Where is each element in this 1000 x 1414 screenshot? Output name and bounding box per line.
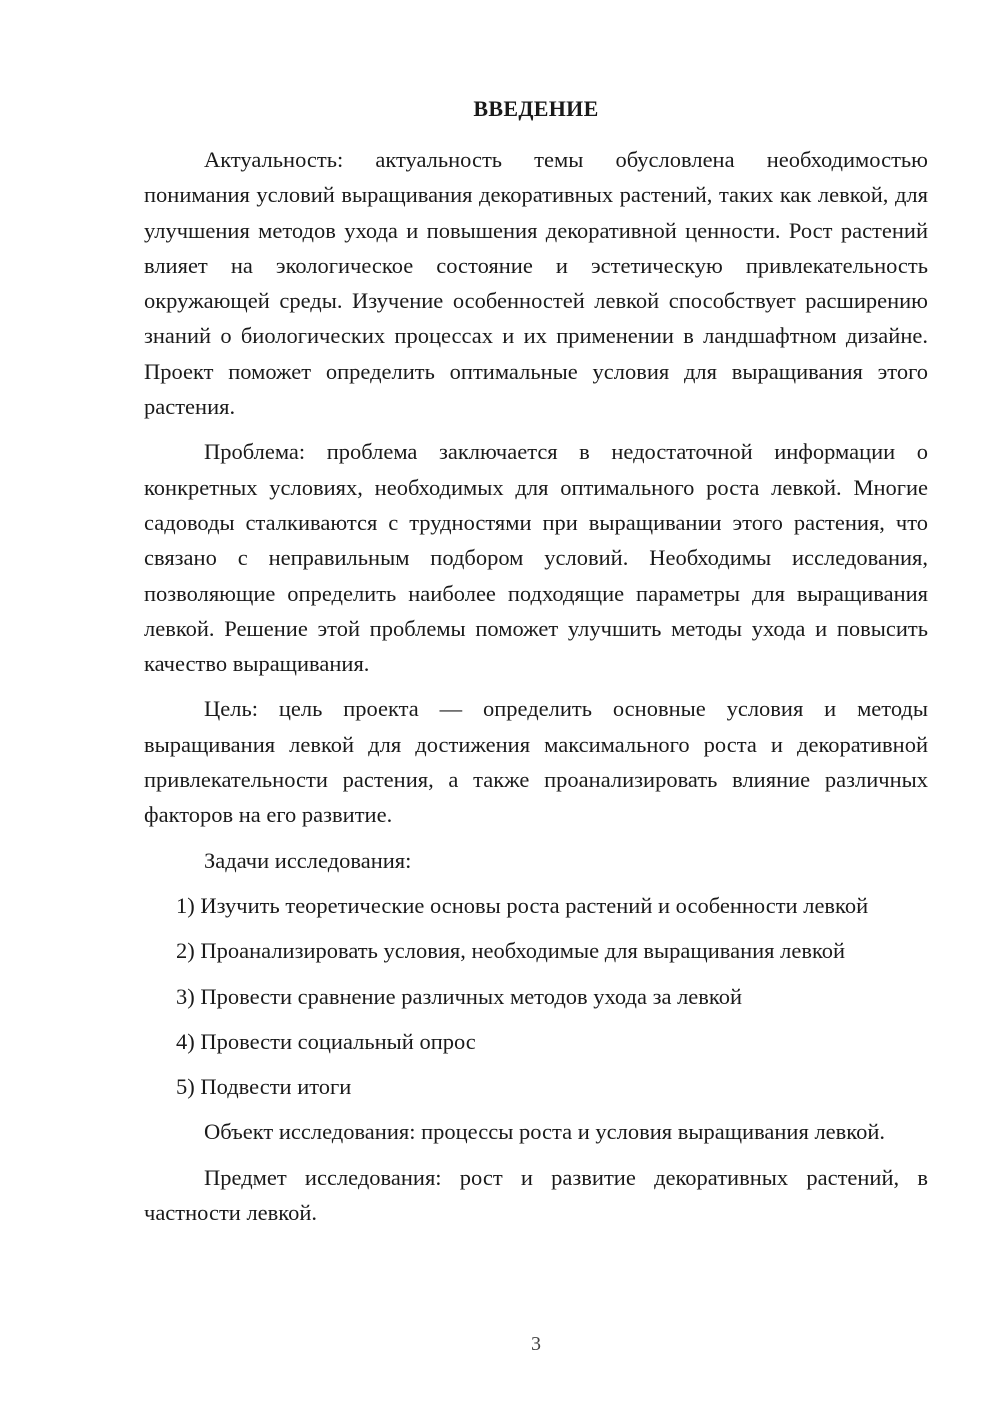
paragraph-subject: Предмет исследования: рост и развитие декоративных растений, в частности левкой. <box>144 1164 928 1226</box>
task-item: 4) Провести социальный опрос <box>176 1028 476 1054</box>
paragraph-goal: Цель: цель проекта — определить основные условия и методы выращивания левкой для достижения максимального роста и декоративной привлекательности растения, а также проанализировать влияние различных факторов на его развитие. <box>144 696 928 828</box>
task-item: 5) Подвести итоги <box>176 1074 352 1100</box>
body-text <box>144 142 928 1240</box>
section-heading: ВВЕДЕНИЕ <box>473 96 599 121</box>
paragraph-relevance: Актуальность: актуальность темы обусловлена необходимостью понимания условий выращивания декоративных растений, таких как левкой, для улучшения методов ухода и повышения декоративной ценности. Рост растений влияет на экологическое состояние и эстетическую привлекательность окружающей среды. Изучение особенностей левкой способствует расширению знаний о биологических процессах и их применении в ландшафтном дизайне. Проект поможет определить оптимальные условия для выращивания этого растения. <box>144 147 928 420</box>
page-number: 3 <box>531 1333 541 1355</box>
task-item: 1) Изучить теоретические основы роста растений и особенности левкой <box>176 892 869 918</box>
task-item: 2) Проанализировать условия, необходимые для выращивания левкой <box>176 938 846 964</box>
paragraph-problem: Проблема: проблема заключается в недостаточной информации о конкретных условиях, необходимых для оптимального роста левкой. Многие садоводы сталкиваются с трудностями при выращивании этого растения, что связано с неправильным подбором условий. Необходимы исследования, позволяющие определить наиболее подходящие параметры для выращивания левкой. Решение этой проблемы поможет улучшить методы ухода и повысить качество выращивания. <box>144 439 928 677</box>
tasks-title: Задачи исследования: <box>204 847 412 873</box>
paragraph-object: Объект исследования: процессы роста и условия выращивания левкой. <box>204 1119 885 1145</box>
task-item: 3) Провести сравнение различных методов ухода за левкой <box>176 983 742 1009</box>
